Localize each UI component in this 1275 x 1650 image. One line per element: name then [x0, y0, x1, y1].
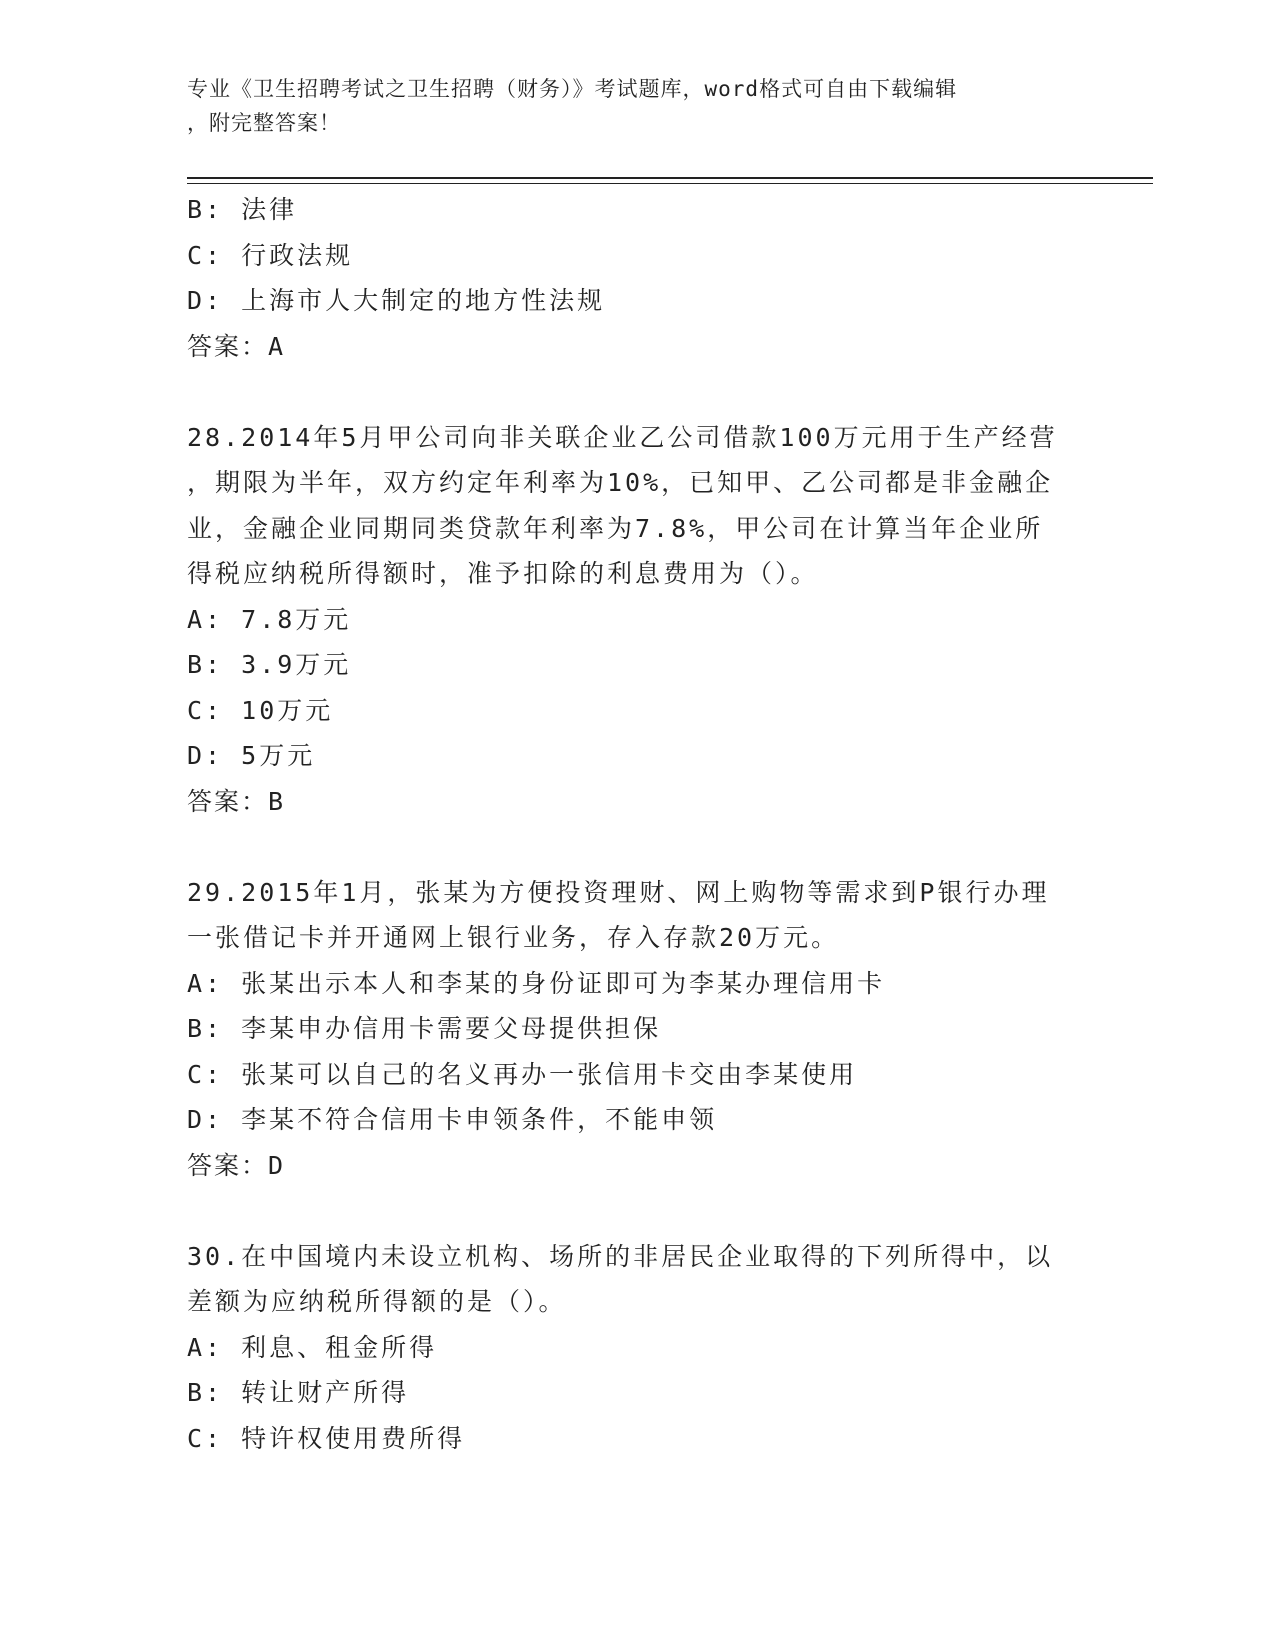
answer-line: 答案：A: [187, 331, 286, 361]
option-a: A: 张某出示本人和李某的身份证即可为李某办理信用卡: [187, 968, 886, 998]
question-stem-line: 业，金融企业同期同类贷款年利率为7.8%，甲公司在计算当年企业所: [187, 513, 1044, 543]
option-b: B: 法律: [187, 195, 298, 224]
answer-line: 答案：D: [187, 1150, 286, 1180]
option-b: B: 李某申办信用卡需要父母提供担保: [187, 1014, 662, 1043]
page-header: [187, 72, 1087, 140]
answer-line: 答案：B: [187, 786, 286, 816]
header-line-1: 专业《卫生招聘考试之卫生招聘（财务）》考试题库，word格式可自由下载编辑: [187, 77, 958, 101]
header-line-2: ，附完整答案！: [187, 111, 341, 135]
question-stem-line: 29.2015年1月，张某为方便投资理财、网上购物等需求到P银行办理: [187, 877, 1050, 907]
header-divider: [187, 177, 1153, 179]
option-b: B: 转让财产所得: [187, 1378, 410, 1407]
prev-question-block: [187, 187, 1087, 369]
option-a: A: 7.8万元: [187, 604, 352, 634]
header-divider-thin: [187, 183, 1153, 184]
option-d: D: 上海市人大制定的地方性法规: [187, 286, 606, 315]
option-c: C: 10万元: [187, 695, 334, 725]
option-c: C: 特许权使用费所得: [187, 1423, 466, 1453]
question-30: [187, 1234, 1087, 1462]
option-d: D: 5万元: [187, 741, 316, 770]
option-c: C: 张某可以自己的名义再办一张信用卡交由李某使用: [187, 1059, 858, 1089]
option-b: B: 3.9万元: [187, 650, 352, 679]
question-28: [187, 415, 1087, 825]
question-29: [187, 870, 1087, 1189]
question-stem-line: ，期限为半年，双方约定年利率为10%，已知甲、乙公司都是非金融企: [187, 468, 1054, 497]
question-stem-line: 得税应纳税所得额时，准予扣除的利息费用为（）。: [187, 559, 819, 588]
question-stem-line: 30.在中国境内未设立机构、场所的非居民企业取得的下列所得中，以: [187, 1241, 1054, 1271]
question-stem-line: 差额为应纳税所得额的是（）。: [187, 1287, 567, 1316]
option-d: D: 李某不符合信用卡申领条件，不能申领: [187, 1105, 718, 1134]
question-content: [187, 187, 1087, 1461]
option-c: C: 行政法规: [187, 240, 354, 270]
option-a: A: 利息、租金所得: [187, 1332, 438, 1362]
question-stem-line: 一张借记卡并开通网上银行业务，存入存款20万元。: [187, 923, 840, 952]
question-stem-line: 28.2014年5月甲公司向非关联企业乙公司借款100万元用于生产经营: [187, 422, 1058, 452]
